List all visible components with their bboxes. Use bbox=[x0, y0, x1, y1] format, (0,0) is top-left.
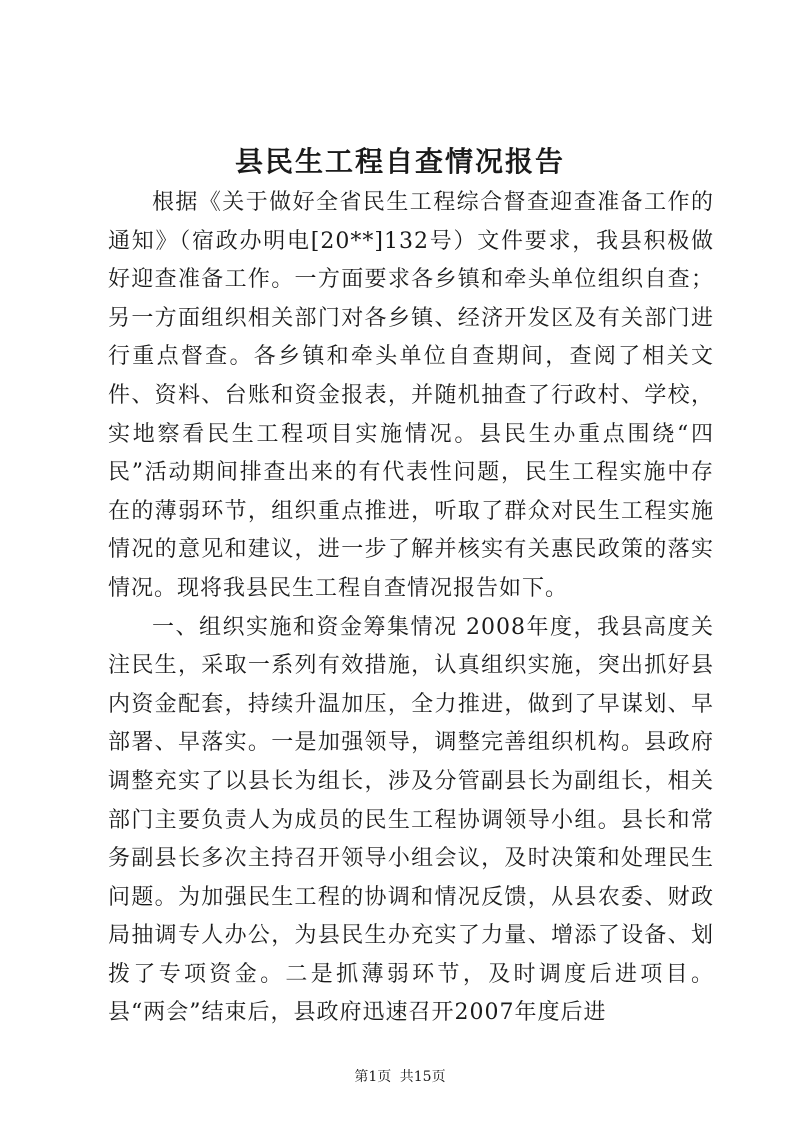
page-total: 共15页 bbox=[399, 1069, 446, 1085]
paragraph-section-one: 一、组织实施和资金筹集情况 2008年度，我县高度关注民生，采取一系列有效措施，认真组织实施，突出抓好县内资金配套，持续升温加压，全力推进，做到了早谋划、早部署、早落实。一是加强领导，调整完善组织机构。县政府调整充实了以县长为组长，涉及分管副县长为副组长，相关部门主要负责人为成员的民生工程协调领导小组。县长和常务副县长多次主持召开领导小组会议，及时决策和处理民生问题。为加强民生工程的协调和情况反馈，从县农委、财政局抽调专人办公，为县民生办充实了力量、增添了设备、划拨了专项资金。二是抓薄弱环节，及时调度后进项目。县“两会”结束后，县政府迅速召开2007年度后进 bbox=[108, 614, 714, 1026]
page-number: 第1页 bbox=[354, 1069, 392, 1085]
document-title: 县民生工程自查情况报告 bbox=[234, 145, 565, 178]
page-footer bbox=[0, 1066, 800, 1086]
paragraph-intro: 根据《关于做好全省民生工程综合督查迎查准备工作的通知》（宿政办明电[20**]132号）文件要求，我县积极做好迎查准备工作。一方面要求各乡镇和牵头单位组织自查；另一方面组织相关部门对各乡镇、经济开发区及有关部门进行重点督查。各乡镇和牵头单位自查期间，查阅了相关文件、资料、台账和资金报表，并随机抽查了行政村、学校，实地察看民生工程项目实施情况。县民生办重点围绕“四民”活动期间排查出来的有代表性问题，民生工程实施中存在的薄弱环节，组织重点推进，听取了群众对民生工程实施情况的意见和建议，进一步了解并核实有关惠民政策的落实情况。现将我县民生工程自查情况报告如下。 bbox=[108, 190, 714, 601]
document-body bbox=[108, 184, 714, 1033]
